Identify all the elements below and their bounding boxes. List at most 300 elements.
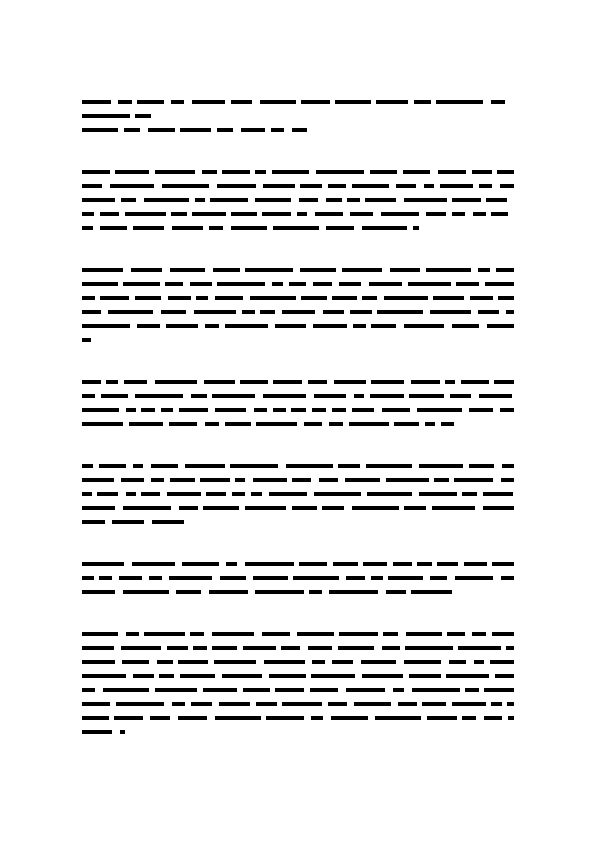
word-mark — [148, 128, 175, 132]
word-mark — [225, 422, 251, 426]
word-mark — [300, 184, 322, 188]
word-mark — [496, 268, 514, 272]
text-line — [82, 418, 514, 432]
word-mark — [422, 702, 446, 706]
word-mark — [240, 380, 268, 384]
word-mark — [169, 422, 197, 426]
word-mark — [352, 506, 399, 510]
word-mark — [82, 198, 115, 202]
word-mark — [260, 310, 275, 314]
word-mark — [462, 492, 477, 496]
word-mark — [440, 184, 473, 188]
paragraph — [82, 460, 514, 530]
word-mark — [195, 198, 205, 202]
word-mark — [82, 674, 126, 678]
word-mark — [151, 464, 178, 468]
word-mark — [450, 394, 471, 398]
word-mark — [263, 394, 306, 398]
word-mark — [452, 324, 479, 328]
paragraph — [82, 376, 514, 432]
word-mark — [180, 674, 215, 678]
word-mark — [430, 576, 447, 580]
word-mark — [396, 184, 416, 188]
word-mark — [455, 576, 493, 580]
text-line — [82, 488, 514, 502]
word-mark — [452, 212, 465, 216]
word-mark — [215, 716, 261, 720]
word-mark — [362, 226, 407, 230]
word-mark — [217, 128, 233, 132]
text-line — [82, 558, 514, 572]
word-mark — [384, 296, 428, 300]
word-mark — [82, 464, 93, 468]
word-mark — [272, 170, 309, 174]
word-mark — [412, 688, 460, 692]
word-mark — [82, 184, 102, 188]
text-line — [82, 222, 514, 236]
word-mark — [97, 492, 118, 496]
word-mark — [361, 660, 396, 664]
word-mark — [376, 100, 408, 104]
word-mark — [424, 184, 434, 188]
word-mark — [235, 478, 245, 482]
word-mark — [133, 226, 164, 230]
word-mark — [155, 170, 195, 174]
text-line — [82, 628, 514, 642]
word-mark — [100, 226, 127, 230]
word-mark — [172, 226, 203, 230]
word-mark — [479, 184, 492, 188]
word-mark — [286, 464, 333, 468]
word-mark — [478, 268, 490, 272]
word-mark — [419, 492, 457, 496]
word-mark — [314, 492, 361, 496]
word-mark — [331, 716, 368, 720]
word-mark — [469, 464, 494, 468]
word-mark — [275, 688, 304, 692]
word-mark — [370, 394, 404, 398]
word-mark — [245, 268, 293, 272]
text-line — [82, 684, 514, 698]
word-mark — [203, 688, 237, 692]
word-mark — [137, 324, 160, 328]
word-mark — [425, 422, 435, 426]
word-mark — [426, 212, 446, 216]
word-mark — [393, 562, 412, 566]
word-mark — [115, 170, 149, 174]
word-mark — [178, 660, 208, 664]
word-mark — [191, 394, 207, 398]
word-mark — [222, 170, 250, 174]
word-mark — [363, 562, 387, 566]
word-mark — [123, 590, 169, 594]
word-mark — [338, 646, 374, 650]
word-mark — [365, 198, 396, 202]
word-mark — [262, 632, 290, 636]
word-mark — [501, 478, 514, 482]
word-mark — [155, 380, 197, 384]
word-mark — [82, 660, 115, 664]
word-mark — [82, 520, 105, 524]
word-mark — [386, 478, 429, 482]
word-mark — [282, 702, 322, 706]
word-mark — [194, 310, 236, 314]
word-mark — [214, 660, 256, 664]
word-mark — [245, 506, 286, 510]
text-line — [82, 166, 514, 180]
word-mark — [251, 492, 262, 496]
text-line — [82, 656, 514, 670]
word-mark — [426, 268, 471, 272]
word-mark — [135, 296, 161, 300]
word-mark — [506, 646, 514, 650]
word-mark — [494, 380, 514, 384]
word-mark — [82, 408, 119, 412]
word-mark — [192, 100, 225, 104]
word-mark — [126, 632, 139, 636]
word-mark — [339, 632, 378, 636]
word-mark — [328, 702, 347, 706]
word-mark — [413, 226, 419, 230]
word-mark — [131, 268, 162, 272]
word-mark — [470, 296, 493, 300]
word-mark — [449, 660, 466, 664]
word-mark — [383, 632, 398, 636]
word-mark — [441, 422, 454, 426]
word-mark — [180, 128, 211, 132]
word-mark — [483, 492, 513, 496]
word-mark — [82, 268, 123, 272]
word-mark — [99, 576, 112, 580]
word-mark — [120, 730, 125, 734]
word-mark — [281, 646, 300, 650]
word-mark — [243, 688, 270, 692]
word-mark — [498, 296, 514, 300]
word-mark — [406, 632, 442, 636]
word-mark — [271, 128, 284, 132]
paragraph — [82, 124, 514, 138]
word-mark — [393, 688, 404, 692]
word-mark — [282, 310, 315, 314]
word-mark — [404, 324, 444, 328]
text-line — [82, 460, 514, 474]
word-mark — [427, 716, 457, 720]
word-mark — [82, 100, 111, 104]
word-mark — [458, 646, 501, 650]
word-mark — [193, 646, 207, 650]
word-mark — [82, 212, 94, 216]
paragraph-gap — [82, 600, 514, 628]
word-mark — [328, 184, 346, 188]
word-mark — [386, 590, 406, 594]
word-mark — [149, 576, 162, 580]
text-line — [82, 642, 514, 656]
word-mark — [133, 464, 143, 468]
word-mark — [254, 408, 267, 412]
word-mark — [272, 282, 283, 286]
word-mark — [141, 492, 160, 496]
word-mark — [82, 478, 114, 482]
word-mark — [461, 380, 489, 384]
word-mark — [335, 100, 371, 104]
word-mark — [121, 646, 161, 650]
word-mark — [215, 408, 246, 412]
word-mark — [82, 688, 95, 692]
word-mark — [334, 380, 366, 384]
paragraph — [82, 628, 514, 740]
word-mark — [161, 408, 173, 412]
word-mark — [209, 226, 223, 230]
word-mark — [242, 310, 255, 314]
word-mark — [354, 702, 391, 706]
word-mark — [452, 198, 481, 202]
word-mark — [342, 268, 382, 272]
word-mark — [192, 212, 226, 216]
word-mark — [462, 716, 476, 720]
word-mark — [126, 492, 136, 496]
word-mark — [352, 184, 389, 188]
word-mark — [217, 282, 265, 286]
word-mark — [231, 212, 257, 216]
word-mark — [82, 422, 123, 426]
word-mark — [231, 100, 252, 104]
word-mark — [315, 212, 343, 216]
text-blocks — [82, 96, 514, 740]
document-body — [82, 96, 514, 740]
text-line — [82, 96, 514, 110]
word-mark — [495, 674, 514, 678]
word-mark — [326, 198, 342, 202]
word-mark — [474, 660, 484, 664]
word-mark — [162, 184, 209, 188]
word-mark — [346, 688, 385, 692]
word-mark — [122, 660, 149, 664]
text-line — [82, 698, 514, 712]
word-mark — [438, 170, 466, 174]
word-mark — [297, 632, 334, 636]
paragraph-gap — [82, 236, 514, 264]
word-mark — [483, 506, 514, 510]
word-mark — [371, 576, 383, 580]
text-line — [82, 306, 514, 320]
word-mark — [403, 170, 430, 174]
word-mark — [255, 198, 291, 202]
paragraph — [82, 558, 514, 600]
word-mark — [299, 198, 318, 202]
word-mark — [250, 296, 296, 300]
word-mark — [169, 576, 212, 580]
paragraph-gap — [82, 138, 514, 166]
paragraph-gap — [82, 530, 514, 558]
word-mark — [338, 464, 360, 468]
word-mark — [179, 506, 198, 510]
word-mark — [472, 632, 486, 636]
word-mark — [99, 464, 126, 468]
word-mark — [292, 506, 317, 510]
word-mark — [430, 310, 471, 314]
word-mark — [231, 226, 267, 230]
text-line — [82, 586, 514, 600]
word-mark — [353, 324, 366, 328]
word-mark — [190, 282, 212, 286]
text-line — [82, 292, 514, 306]
word-mark — [82, 296, 95, 300]
word-mark — [501, 576, 514, 580]
word-mark — [350, 212, 373, 216]
word-mark — [485, 282, 514, 286]
word-mark — [205, 324, 219, 328]
word-mark — [82, 380, 101, 384]
word-mark — [245, 562, 294, 566]
word-mark — [417, 562, 432, 566]
word-mark — [269, 674, 306, 678]
word-mark — [241, 128, 265, 132]
word-mark — [382, 408, 410, 412]
word-mark — [206, 492, 226, 496]
word-mark — [225, 324, 268, 328]
word-mark — [124, 128, 140, 132]
word-mark — [202, 170, 217, 174]
word-mark — [82, 590, 115, 594]
word-mark — [166, 324, 198, 328]
word-mark — [332, 296, 357, 300]
word-mark — [313, 324, 347, 328]
word-mark — [350, 310, 372, 314]
word-mark — [273, 226, 319, 230]
word-mark — [377, 310, 423, 314]
word-mark — [465, 688, 479, 692]
word-mark — [191, 702, 212, 706]
word-mark — [446, 674, 489, 678]
word-mark — [82, 170, 110, 174]
word-mark — [369, 282, 402, 286]
word-mark — [371, 380, 404, 384]
word-mark — [82, 226, 93, 230]
text-line — [82, 474, 514, 488]
word-mark — [100, 212, 119, 216]
word-mark — [405, 646, 453, 650]
word-mark — [135, 114, 151, 118]
word-mark — [398, 702, 417, 706]
word-mark — [472, 170, 492, 174]
word-mark — [273, 380, 302, 384]
word-mark — [408, 282, 451, 286]
word-mark — [293, 576, 339, 580]
word-mark — [182, 562, 219, 566]
word-mark — [297, 212, 307, 216]
text-line — [82, 110, 514, 124]
word-mark — [178, 716, 207, 720]
word-mark — [103, 688, 149, 692]
word-mark — [332, 660, 353, 664]
word-mark — [114, 716, 143, 720]
word-mark — [135, 394, 183, 398]
word-mark — [123, 282, 160, 286]
word-mark — [171, 212, 187, 216]
word-mark — [179, 408, 208, 412]
word-mark — [366, 464, 412, 468]
word-mark — [292, 478, 311, 482]
word-mark — [106, 380, 118, 384]
word-mark — [168, 296, 191, 300]
text-line — [82, 572, 514, 586]
word-mark — [409, 674, 441, 678]
word-mark — [82, 282, 118, 286]
word-mark — [263, 184, 295, 188]
word-mark — [339, 282, 361, 286]
word-mark — [170, 268, 205, 272]
word-mark — [375, 716, 421, 720]
word-mark — [82, 338, 91, 342]
text-line — [82, 376, 514, 390]
word-mark — [437, 562, 458, 566]
word-mark — [256, 702, 277, 706]
word-mark — [478, 310, 499, 314]
word-mark — [82, 716, 109, 720]
word-mark — [217, 184, 256, 188]
word-mark — [349, 422, 389, 426]
word-mark — [434, 478, 449, 482]
text-line — [82, 124, 514, 138]
word-mark — [119, 576, 142, 580]
word-mark — [167, 646, 188, 650]
word-mark — [82, 632, 118, 636]
word-mark — [346, 576, 365, 580]
word-mark — [436, 100, 483, 104]
word-mark — [82, 702, 110, 706]
text-line — [82, 334, 514, 348]
paragraph — [82, 166, 514, 236]
word-mark — [269, 492, 307, 496]
word-mark — [124, 380, 147, 384]
word-mark — [492, 562, 514, 566]
word-mark — [82, 128, 118, 132]
word-mark — [108, 310, 153, 314]
word-mark — [126, 408, 136, 412]
paragraph-gap — [82, 432, 514, 460]
word-mark — [304, 422, 322, 426]
word-mark — [502, 464, 514, 468]
word-mark — [82, 114, 130, 118]
word-mark — [82, 492, 92, 496]
word-mark — [116, 702, 164, 706]
word-mark — [255, 170, 266, 174]
word-mark — [82, 562, 124, 566]
word-mark — [388, 576, 423, 580]
word-mark — [308, 646, 332, 650]
word-mark — [100, 296, 129, 300]
word-mark — [196, 296, 208, 300]
word-mark — [215, 296, 243, 300]
word-mark — [132, 562, 175, 566]
word-mark — [382, 646, 400, 650]
word-mark — [301, 296, 327, 300]
word-mark — [219, 702, 250, 706]
word-mark — [253, 576, 288, 580]
word-mark — [260, 100, 296, 104]
word-mark — [312, 660, 325, 664]
word-mark — [172, 702, 185, 706]
word-mark — [190, 632, 204, 636]
word-mark — [151, 478, 164, 482]
word-mark — [370, 170, 397, 174]
word-mark — [226, 562, 237, 566]
word-mark — [155, 688, 197, 692]
word-mark — [213, 268, 240, 272]
word-mark — [273, 408, 286, 412]
word-mark — [289, 282, 306, 286]
word-mark — [212, 646, 237, 650]
